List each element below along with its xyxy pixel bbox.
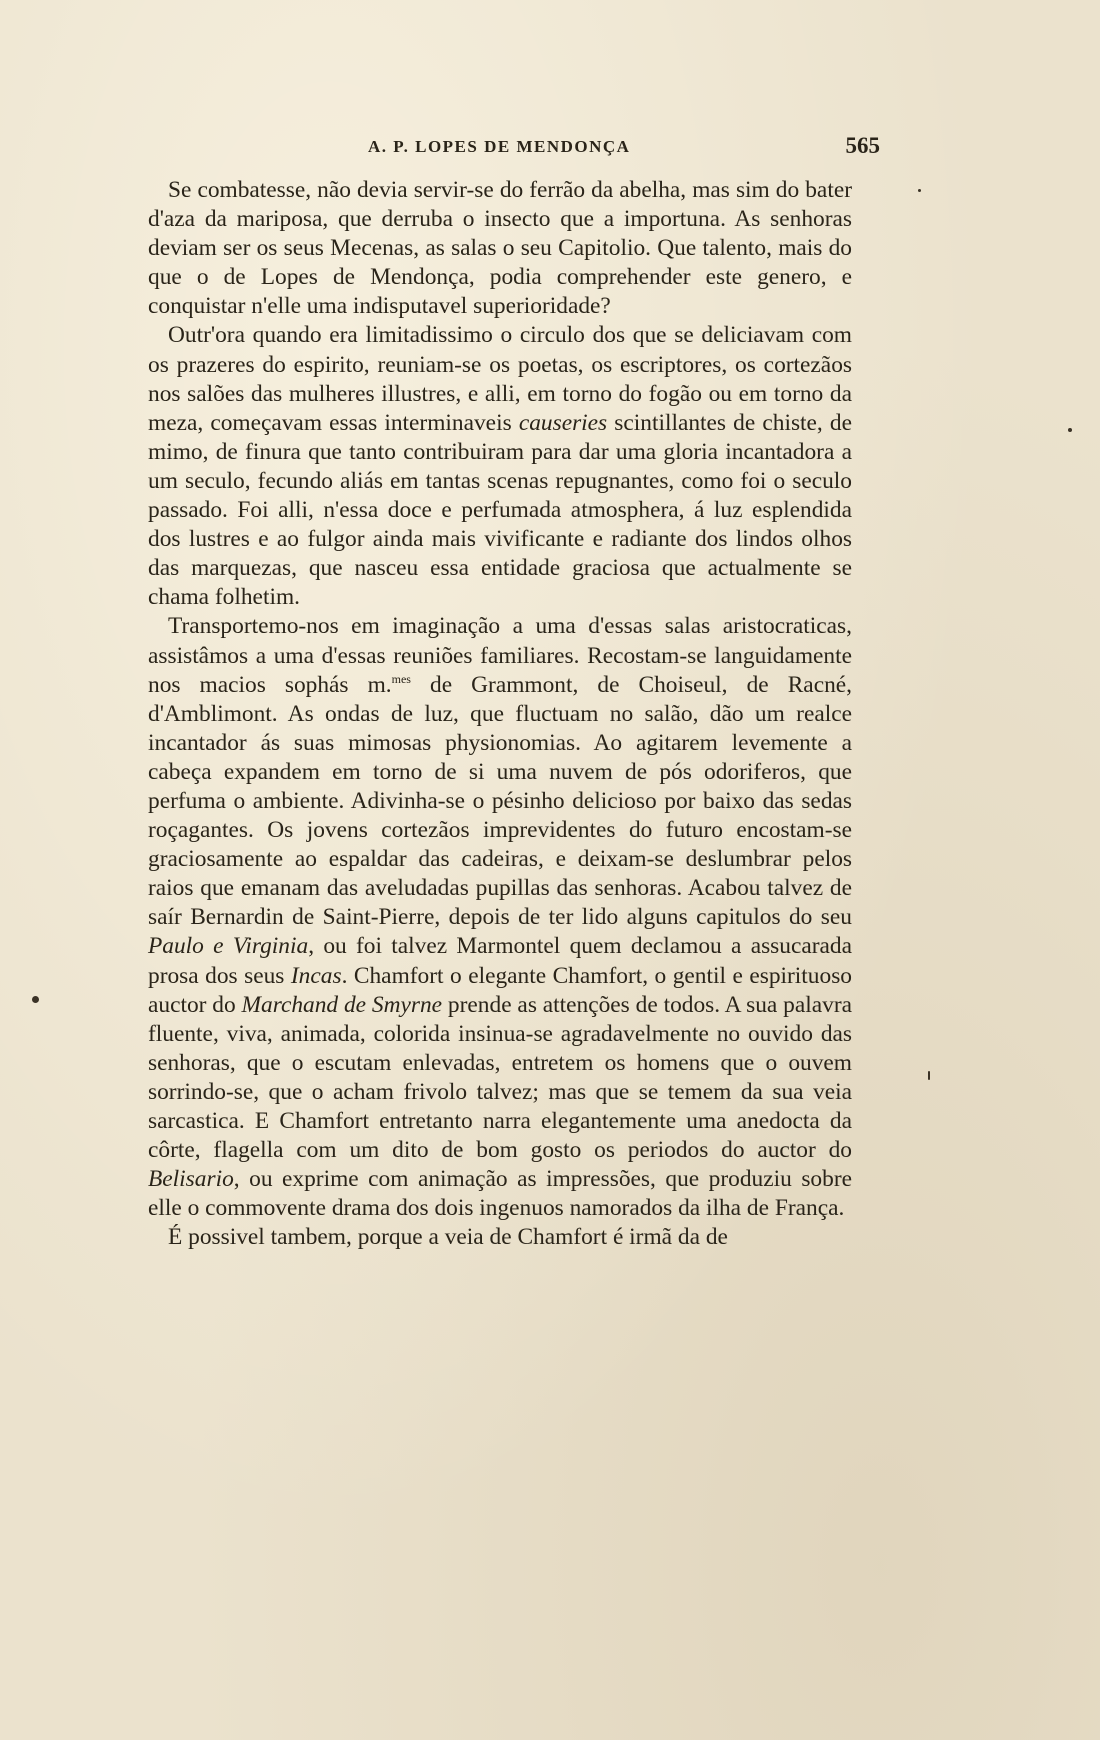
italic-marchand-de-smyrne: Marchand de Smyrne <box>241 991 443 1018</box>
paragraph-1 <box>148 176 852 321</box>
paragraph-3 <box>148 612 852 1223</box>
paragraph-2-text-a: Outr'ora quando era limitadissimo o circulo dos que se deliciavam com os prazeres do espirito, reuniam-se os poetas, os escriptores, os cortezãos nos salões das mulheres illustres, e alli, em torno do fogão ou em torno da meza, começavam essas interminaveis <box>148 322 852 436</box>
paragraph-4-text: É possivel tambem, porque a veia de Chamfort é irmã da de <box>168 1224 728 1251</box>
paragraph-4 <box>148 1223 852 1252</box>
paragraph-3-text-e: prende as attenções de todos. A sua palavra fluente, viva, animada, colorida insinua-se agradavelmente no ouvido das senhoras, que o escutam enlevadas, entretem os homens que o ouvem sorrindo-se, que o acham frivolo talvez; mas que se temem da sua veia sarcastica. E Chamfort entretanto narra elegantemente uma anedocta da côrte, flagella com um dito de bom gosto os periodos do auctor do <box>148 991 853 1164</box>
paper-speck <box>1068 428 1072 432</box>
paper-speck <box>32 996 39 1003</box>
paragraph-3-text-c: , ou foi talvez Marmontel quem declamou a assucarada prosa dos seus <box>148 933 852 989</box>
italic-incas: Incas <box>290 962 342 989</box>
paper-speck <box>918 189 921 192</box>
paper-speck <box>928 1071 930 1080</box>
paragraph-1-text: Se combatesse, não devia servir-se do ferrão da abelha, mas sim do bater d'aza da mariposa, que derruba o insecto que a importuna. As senhoras deviam ser os seus Mecenas, as salas o seu Capitolio. Que talento, mais do que o de Lopes de Mendonça, podia comprehender este genero, e conquistar n'elle uma indisputavel superioridade? <box>148 177 852 320</box>
superscript-mes: mes <box>391 671 411 686</box>
running-head: A. P. LOPES DE MENDONÇA <box>368 137 631 156</box>
italic-belisario: Belisario <box>148 1166 234 1193</box>
paragraph-3-text-f: , ou exprime com animação as impressões, que produziu sobre elle o commovente drama dos dois ingenuos namorados da ilha de França. <box>148 1166 852 1222</box>
paragraph-2-text-b: scintillantes de chiste, de mimo, de finura que tanto contribuiram para dar uma gloria incantadora a um seculo, fecundo aliás em tantas scenas repugnantes, como foi o seculo passado. Foi alli, n'essa doce e perfumada atmosphera, á luz esplendida dos lustres e ao fulgor ainda mais vivificante e radiante dos lindos olhos das marquezas, que nasceu essa entidade graciosa que actualmente se chama folhetim. <box>148 409 852 611</box>
paragraph-3-text-a: Transportemo-nos em imaginação a uma d'essas salas aristocraticas, assistâmos a uma d'essas reuniões familiares. Recostam-se languidamente nos macios sophás m. <box>148 613 852 698</box>
italic-causeries: causeries <box>518 409 608 436</box>
italic-paulo-e-virginia: Paulo e Virginia <box>148 933 309 960</box>
page-number: 565 <box>845 133 880 158</box>
paragraph-2 <box>148 321 852 612</box>
body-text <box>148 176 852 1252</box>
paragraph-3-text-b: de Grammont, de Choiseul, de Racné, d'Amblimont. As ondas de luz, que fluctuam no salão, dão um realce incantador ás suas mimosas physionomias. Ao agitarem levemente a cabeça expandem em torno de si uma nuvem de pós odoriferos, que perfuma o ambiente. Adivinha-se o pésinho delicioso por baixo das sedas roçagantes. Os jovens cortezãos imprevidentes do futuro encostam-se graciosamente ao espaldar das cadeiras, e deixam-se deslumbrar pelos raios que emanam das aveludadas pupillas das senhoras. Acabou talvez de saír Bernardin de Saint-Pierre, depois de ter lido alguns capitulos do seu <box>148 671 852 931</box>
paragraph-3-text-d: . Chamfort o elegante Chamfort, o gentil e espirituoso auctor do <box>148 962 852 1018</box>
page-header <box>148 133 880 163</box>
